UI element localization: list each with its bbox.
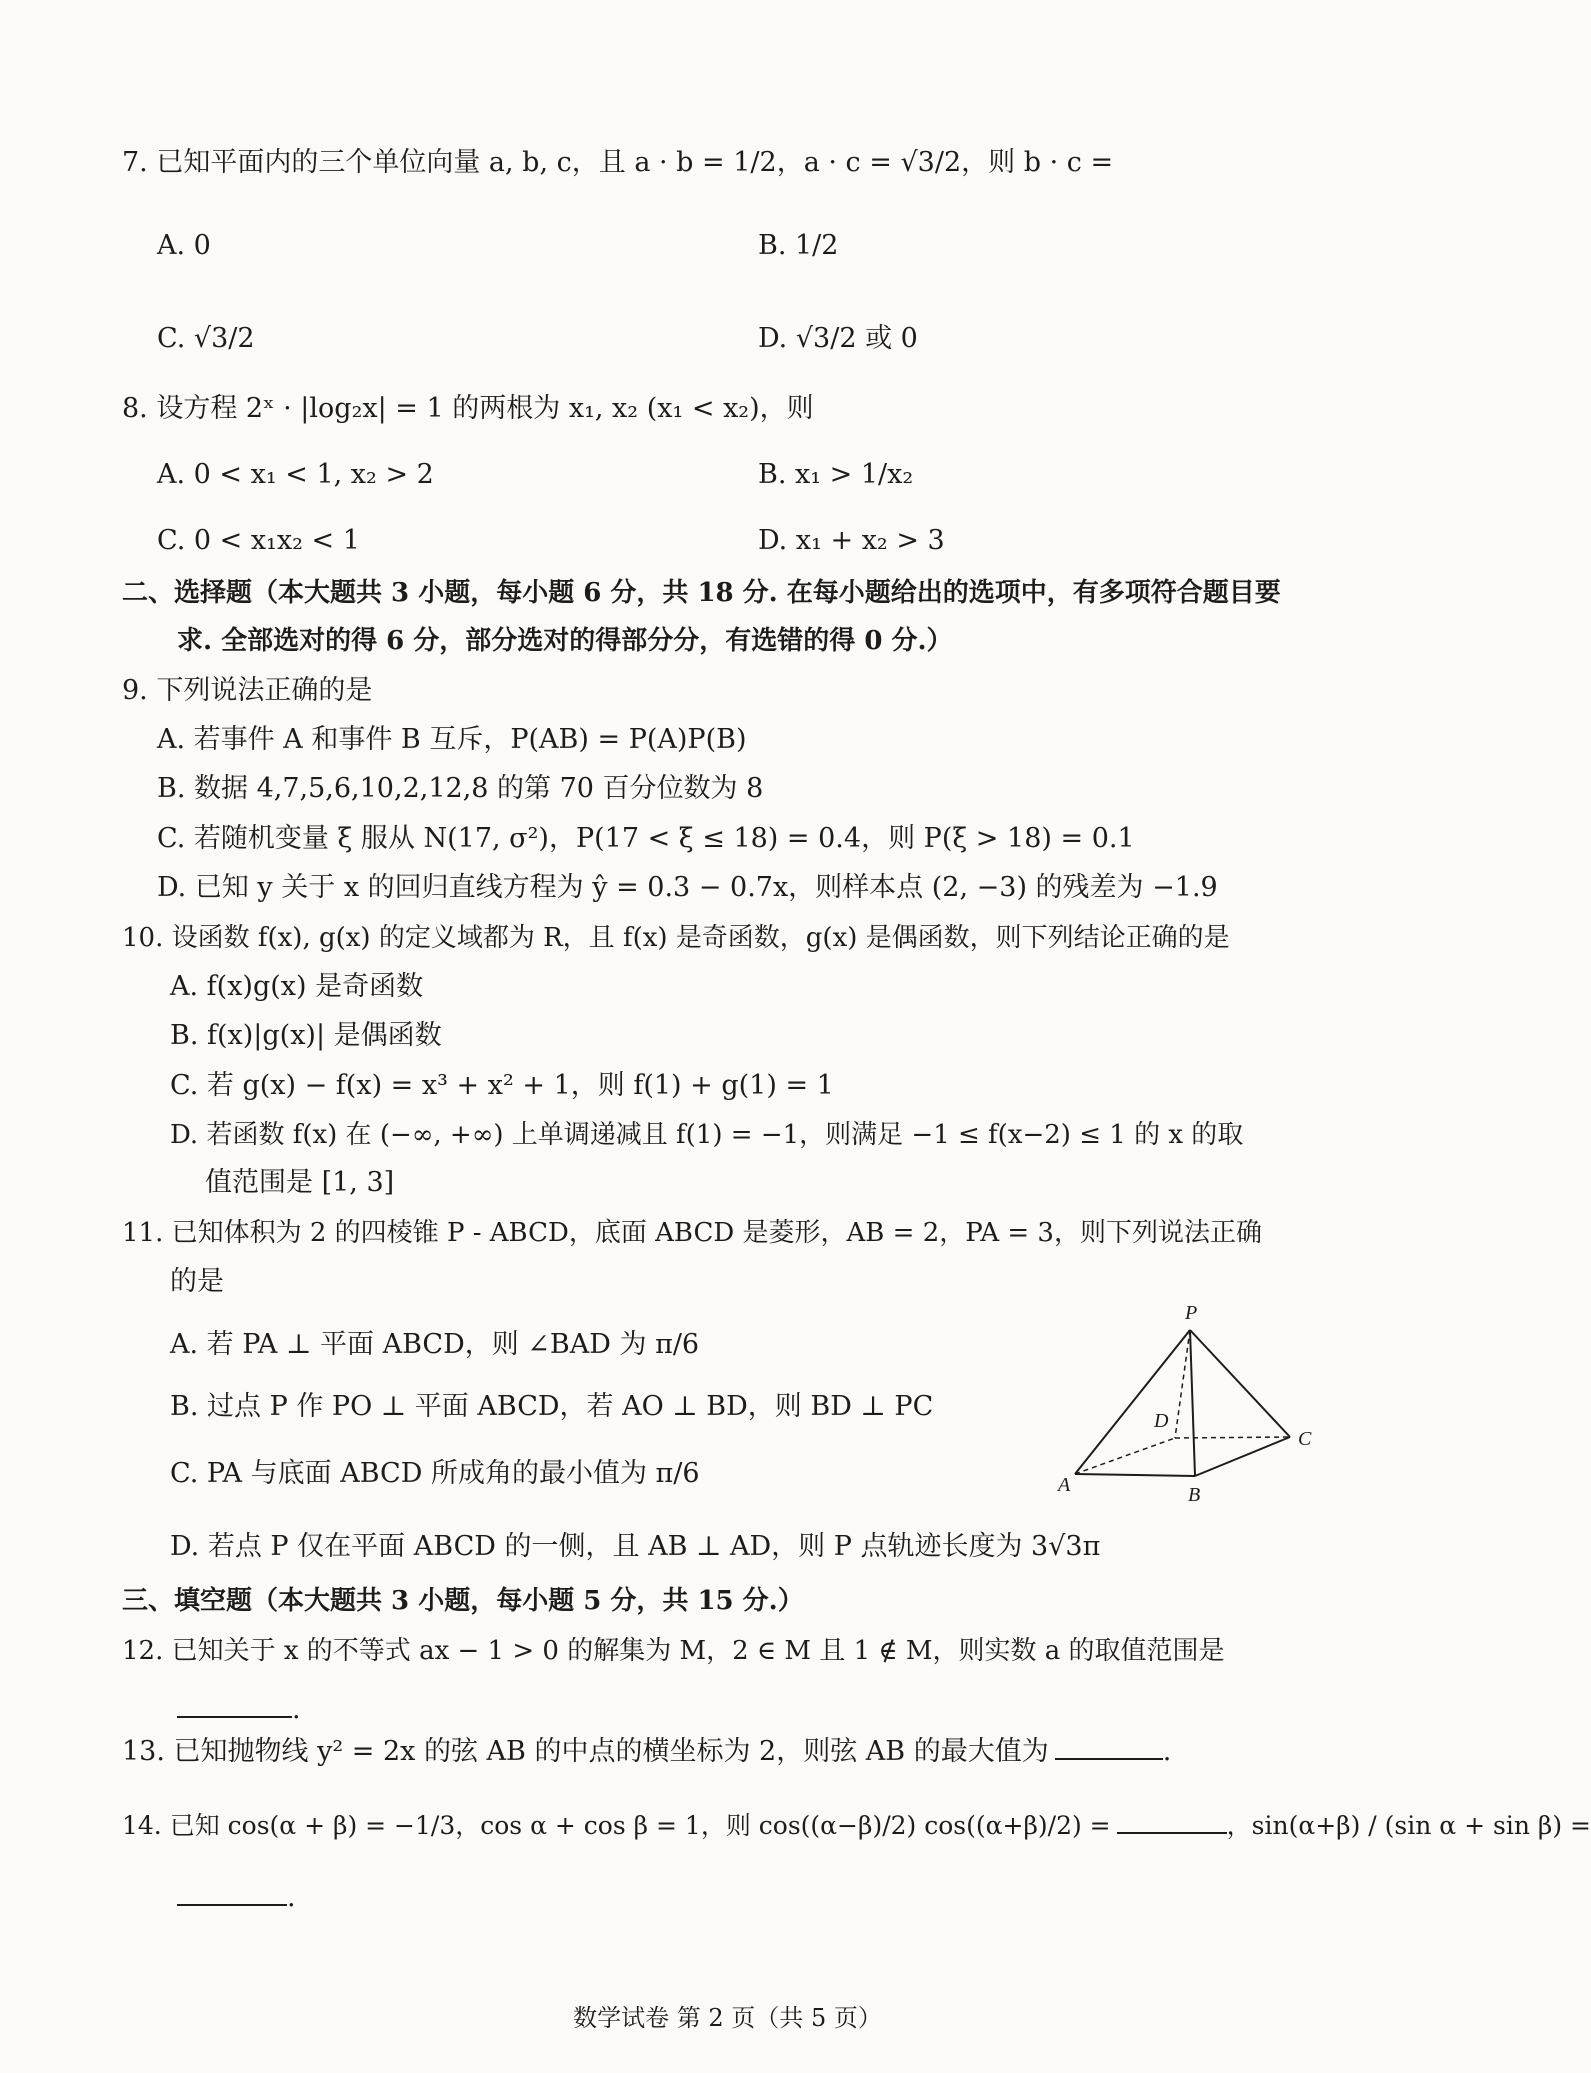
vertex-label-a: A [1058,1474,1071,1496]
q12-answer-blank[interactable] [177,1690,292,1718]
q13-answer-blank[interactable] [1055,1732,1163,1760]
pyramid-diagram [1050,1300,1340,1510]
q13-tail: . [1162,1736,1172,1767]
q9-option-b: B. 数据 4,7,5,6,10,2,12,8 的第 70 百分位数为 8 [157,773,764,804]
q10-option-d: D. 若函数 f(x) 在 (−∞, +∞) 上单调递减且 f(1) = −1，则满足 −1 ≤ f(x−2) ≤ 1 的 x 的取 [170,1120,1244,1150]
q11-option-c: C. PA 与底面 ABCD 所成角的最小值为 π/6 [170,1458,700,1489]
section2-heading-line2: 求. 全部选对的得 6 分，部分选对的得部分分，有选错的得 0 分.） [177,626,953,656]
q11-stem-line2: 的是 [170,1266,224,1297]
vertex-label-d: D [1154,1410,1169,1432]
q14-answer-line-2 [177,1878,296,1915]
pyramid-figure [1050,1300,1340,1510]
q14-part2: sin(α+β) / (sin α + sin β) = [1251,1811,1591,1840]
q9-stem: 9. 下列说法正确的是 [122,675,373,706]
q8-option-b: B. x₁ > 1/x₂ [758,459,914,490]
q12-stem: 12. 已知关于 x 的不等式 ax − 1 > 0 的解集为 M，2 ∈ M 且 1 ∉ M，则实数 a 的取值范围是 [122,1636,1225,1666]
q7-option-b: B. 1/2 [758,230,839,261]
q8-option-c: C. 0 < x₁x₂ < 1 [157,525,360,556]
q10-option-a: A. f(x)g(x) 是奇函数 [170,971,424,1002]
q11-option-b: B. 过点 P 作 PO ⊥ 平面 ABCD，若 AO ⊥ BD，则 BD ⊥ PC [170,1391,934,1422]
section3-heading: 三、填空题（本大题共 3 小题，每小题 5 分，共 15 分.） [122,1586,804,1616]
q7-option-c: C. √3/2 [157,323,255,354]
page-footer: 数学试卷 第 2 页（共 5 页） [573,2004,882,2032]
q10-stem: 10. 设函数 f(x), g(x) 的定义域都为 R，且 f(x) 是奇函数，g(x) 是偶函数，则下列结论正确的是 [122,923,1230,953]
q11-stem-line1: 11. 已知体积为 2 的四棱锥 P - ABCD，底面 ABCD 是菱形，AB = 2，PA = 3，则下列说法正确 [122,1218,1262,1248]
q8-option-a: A. 0 < x₁ < 1, x₂ > 2 [157,459,434,490]
q7-stem: 7. 已知平面内的三个单位向量 a, b, c，且 a · b = 1/2，a · c = √3/2，则 b · c = [122,147,1114,178]
q11-option-a: A. 若 PA ⊥ 平面 ABCD，则 ∠BAD 为 π/6 [170,1329,700,1360]
q13-stem-line [122,1732,1171,1769]
q9-option-d: D. 已知 y 关于 x 的回归直线方程为 ŷ = 0.3 − 0.7x，则样本点 (2, −3) 的残差为 −1.9 [157,872,1218,903]
q14-answer-blank-1[interactable] [1117,1806,1227,1834]
q12-tail: . [292,1694,301,1725]
q14-tail: . [287,1882,296,1913]
q14-separator: ， [1226,1811,1252,1840]
q7-option-d: D. √3/2 或 0 [758,323,918,354]
q12-answer-line [177,1690,301,1727]
q14-stem-line [122,1806,1591,1843]
q9-option-c: C. 若随机变量 ξ 服从 N(17, σ²)，P(17 < ξ ≤ 18) = 0.4，则 P(ξ > 18) = 0.1 [157,823,1135,854]
q14-answer-blank-2[interactable] [177,1878,287,1906]
q14-stem: 14. 已知 cos(α + β) = −1/3，cos α + cos β = 1，则 cos((α−β)/2) cos((α+β)/2) = [122,1811,1111,1840]
section2-heading-line1: 二、选择题（本大题共 3 小题，每小题 6 分，共 18 分. 在每小题给出的选项中，有多项符合题目要 [122,578,1281,608]
q8-option-d: D. x₁ + x₂ > 3 [758,525,945,556]
q13-stem: 13. 已知抛物线 y² = 2x 的弦 AB 的中点的横坐标为 2，则弦 AB 的最大值为 [122,1736,1049,1767]
q10-option-d-continued: 值范围是 [1, 3] [205,1167,395,1198]
q9-option-a: A. 若事件 A 和事件 B 互斥，P(AB) = P(A)P(B) [157,724,747,755]
vertex-label-b: B [1188,1484,1201,1506]
vertex-label-c: C [1298,1428,1312,1450]
vertex-label-p: P [1185,1302,1198,1324]
q7-option-a: A. 0 [157,230,211,261]
q10-option-b: B. f(x)|g(x)| 是偶函数 [170,1020,442,1051]
q8-stem: 8. 设方程 2ˣ · |log₂x| = 1 的两根为 x₁, x₂ (x₁ < x₂)，则 [122,393,814,424]
q10-option-c: C. 若 g(x) − f(x) = x³ + x² + 1，则 f(1) + g(1) = 1 [170,1070,834,1101]
q11-option-d: D. 若点 P 仅在平面 ABCD 的一侧，且 AB ⊥ AD，则 P 点轨迹长度为 3√3π [170,1531,1101,1562]
